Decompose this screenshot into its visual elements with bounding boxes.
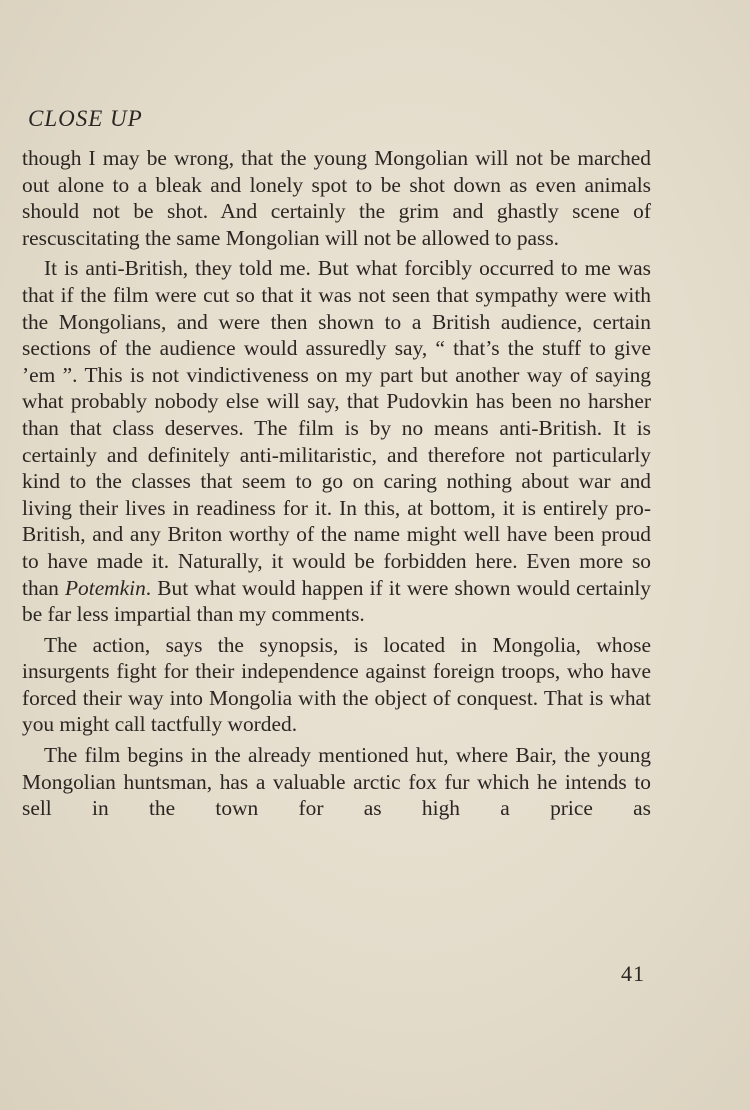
paragraph-continuation: though I may be wrong, that the young Mongolian will not be marched out alone to a bleak and lonely spot to be shot down as even animals should not be shot. And certainly the grim and ghastly scene of rescuscitating the same Mongolian will not be allowed to pass. — [22, 146, 651, 250]
paragraph-film-begins: The film begins in the already mentioned hut, where Bair, the young Mongolian huntsman, has a valuable arctic fox fur which he intends to sell in the town for as high a price as — [22, 743, 651, 821]
running-title: CLOSE UP — [28, 106, 143, 131]
paragraph-anti-british-tail: . But what would happen if it were shown would certainly be far less impartial than my comments. — [22, 575, 651, 627]
body-text — [22, 145, 651, 826]
paragraph-anti-british — [22, 255, 651, 627]
film-title-potemkin: Potemkin — [64, 575, 146, 600]
paragraph-anti-british-lead: Even more so than — [22, 548, 651, 600]
paragraph-anti-british-main: It is anti-British, they told me. But what forcibly occurred to me was that if the film were cut so that it was not seen that sympathy were with the Mongolians, and were then shown to a British audience, certain sections of the audience would assuredly say, “ that’s the stuff to give ’em ”. This is not vindictiveness on my part but another way of saying what probably nobody else will say, that Pudovkin has been no harsher than that class deserves. The film is by no means anti-British. It is certainly and definitely anti-militaristic, and therefore not particularly kind to the classes that seem to go on caring nothing about war and living their lives in readiness for it. In this, at bottom, it is entirely pro-British, and any Briton worthy of the name might well have been proud to have made it. Naturally, it would be forbidden here. — [22, 256, 651, 573]
paragraph-synopsis: The action, says the synopsis, is located in Mongolia, whose insurgents fight for their independence against foreign troops, who have forced their way into Mongolia with the object of conquest. That is what you might call tactfully worded. — [22, 632, 651, 737]
page-number: 41 — [621, 961, 645, 986]
